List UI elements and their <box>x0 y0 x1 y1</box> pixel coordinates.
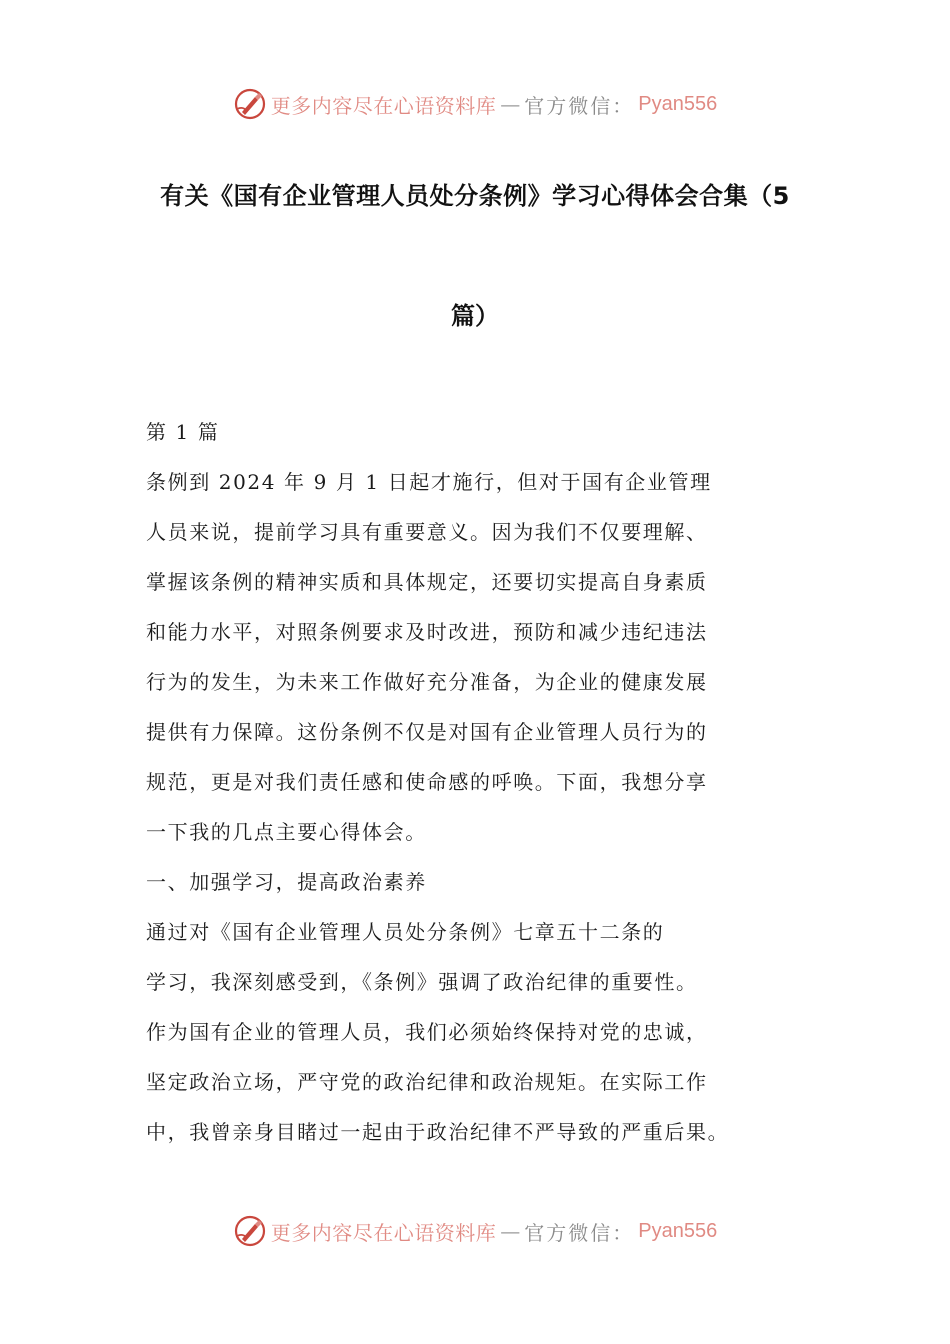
document-title-line2: 篇） <box>451 302 499 330</box>
banner-text: 更多内容尽在心语资料库 <box>270 93 497 118</box>
banner-wechat-id: Pyan556 <box>638 92 718 115</box>
banner-wechat-label: 官方微信： <box>524 93 635 118</box>
banner-wechat-label: 官方微信： <box>524 1220 635 1245</box>
section-heading: 第 1 篇 <box>146 420 220 444</box>
paragraph-line: 作为国有企业的管理人员，我们必须始终保持对党的忠诚， <box>146 1020 708 1044</box>
paragraph-line: 规范，更是对我们责任感和使命感的呼唤。下面，我想分享 <box>146 770 708 794</box>
paragraph-line: 行为的发生，为未来工作做好充分准备，为企业的健康发展 <box>146 670 708 694</box>
header-banner <box>0 84 950 124</box>
pen-logo-icon <box>233 1214 267 1248</box>
banner-separator: — <box>500 92 521 116</box>
pen-logo-icon <box>233 87 267 121</box>
banner-separator: — <box>500 1219 521 1243</box>
paragraph-line: 中，我曾亲身目睹过一起由于政治纪律不严导致的严重后果。 <box>146 1120 730 1144</box>
document-title-line1: 有关《国有企业管理人员处分条例》学习心得体会合集（5 <box>160 182 790 210</box>
paragraph-line: 和能力水平，对照条例要求及时改进，预防和减少违纪违法 <box>146 620 708 644</box>
paragraph-line: 条例到 2024 年 9 月 1 日起才施行，但对于国有企业管理 <box>146 470 712 494</box>
footer-banner <box>0 1211 950 1251</box>
paragraph-line: 坚定政治立场，严守党的政治纪律和政治规矩。在实际工作 <box>146 1070 708 1094</box>
subsection-heading: 一、加强学习，提高政治素养 <box>146 870 427 894</box>
banner-text: 更多内容尽在心语资料库 <box>270 1220 497 1245</box>
paragraph-line: 人员来说，提前学习具有重要意义。因为我们不仅要理解、 <box>146 520 708 544</box>
paragraph-line: 提供有力保障。这份条例不仅是对国有企业管理人员行为的 <box>146 720 708 744</box>
banner-wechat-id: Pyan556 <box>638 1219 718 1242</box>
paragraph-line: 通过对《国有企业管理人员处分条例》七章五十二条的 <box>146 920 665 944</box>
paragraph-line: 一下我的几点主要心得体会。 <box>146 820 427 844</box>
paragraph-line: 掌握该条例的精神实质和具体规定，还要切实提高自身素质 <box>146 570 708 594</box>
paragraph-line: 学习，我深刻感受到，《条例》强调了政治纪律的重要性。 <box>146 970 698 994</box>
document-body <box>146 412 766 1162</box>
